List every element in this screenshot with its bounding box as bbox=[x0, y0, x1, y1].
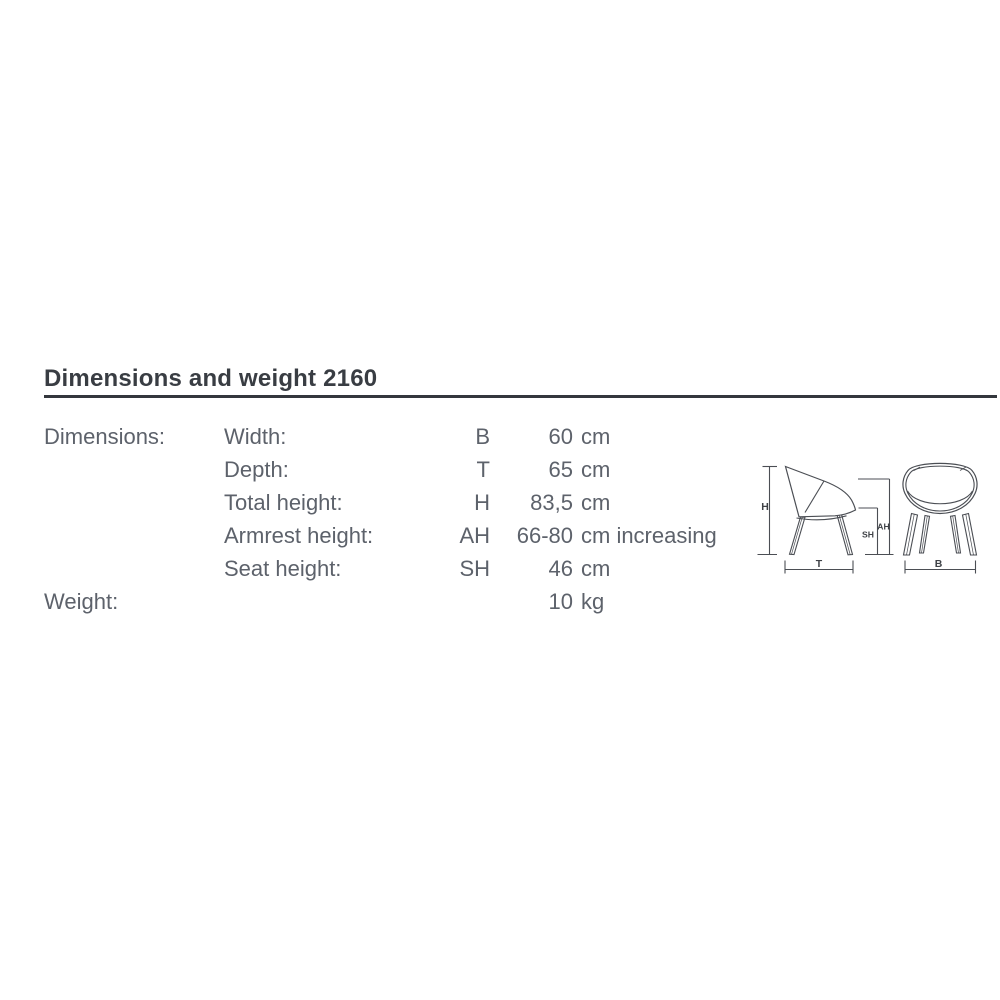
section-title: Dimensions and weight 2160 bbox=[44, 365, 378, 392]
row-dimension-label: Armrest height: bbox=[224, 523, 374, 548]
row-unit: cm bbox=[581, 424, 611, 449]
row-group-label: Weight: bbox=[44, 589, 119, 614]
row-dimension-label bbox=[224, 585, 454, 618]
row-unit: cm bbox=[581, 556, 611, 581]
dimensions-table bbox=[44, 420, 717, 618]
dimension-seat-height bbox=[859, 508, 878, 555]
row-group-label bbox=[44, 552, 224, 585]
row-value: 60 bbox=[548, 424, 573, 449]
row-dimension-label: Width: bbox=[224, 424, 287, 449]
dimension-label-ah: AH bbox=[877, 521, 890, 532]
chair-shell-outer bbox=[903, 463, 977, 513]
chair-front-leg-hatch bbox=[792, 517, 803, 554]
dimension-label-t: T bbox=[815, 558, 823, 570]
row-symbol: B bbox=[475, 424, 490, 449]
row-dimension-label: Total height: bbox=[224, 490, 343, 515]
row-value: 65 bbox=[548, 457, 573, 482]
dimension-armrest-height bbox=[858, 479, 894, 555]
row-value: 83,5 bbox=[530, 490, 573, 515]
dimension-label-b: B bbox=[934, 558, 943, 570]
row-symbol: AH bbox=[459, 523, 490, 548]
row-symbol: SH bbox=[459, 556, 490, 581]
dimension-depth bbox=[785, 558, 853, 574]
row-symbol bbox=[454, 585, 490, 618]
row-dimension-label: Seat height: bbox=[224, 556, 342, 581]
dimension-label-h: H bbox=[761, 501, 769, 513]
dimension-width bbox=[905, 558, 976, 574]
row-unit: cm increasing bbox=[581, 523, 717, 548]
row-group-label bbox=[44, 519, 224, 552]
chair-front-view bbox=[903, 463, 977, 555]
row-value: 66-80 bbox=[516, 523, 573, 548]
row-group-label bbox=[44, 486, 224, 519]
chair-side-view bbox=[786, 467, 856, 555]
chair-rear-leg-hatch bbox=[839, 515, 850, 555]
title-underline bbox=[44, 395, 997, 398]
row-group-label: Dimensions: bbox=[44, 424, 166, 449]
row-unit: cm bbox=[581, 457, 611, 482]
row-group-label bbox=[44, 453, 224, 486]
row-unit: cm bbox=[581, 490, 611, 515]
row-value: 46 bbox=[548, 556, 573, 581]
dimension-label-sh: SH bbox=[862, 529, 874, 540]
row-symbol: H bbox=[474, 490, 490, 515]
row-value: 10 bbox=[548, 589, 573, 614]
row-unit: kg bbox=[581, 589, 605, 614]
dimension-total-height bbox=[758, 467, 778, 555]
row-dimension-label: Depth: bbox=[224, 457, 289, 482]
row-symbol: T bbox=[476, 457, 490, 482]
chair-backrest-outline bbox=[786, 467, 856, 517]
chair-dimension-diagram bbox=[753, 446, 999, 578]
